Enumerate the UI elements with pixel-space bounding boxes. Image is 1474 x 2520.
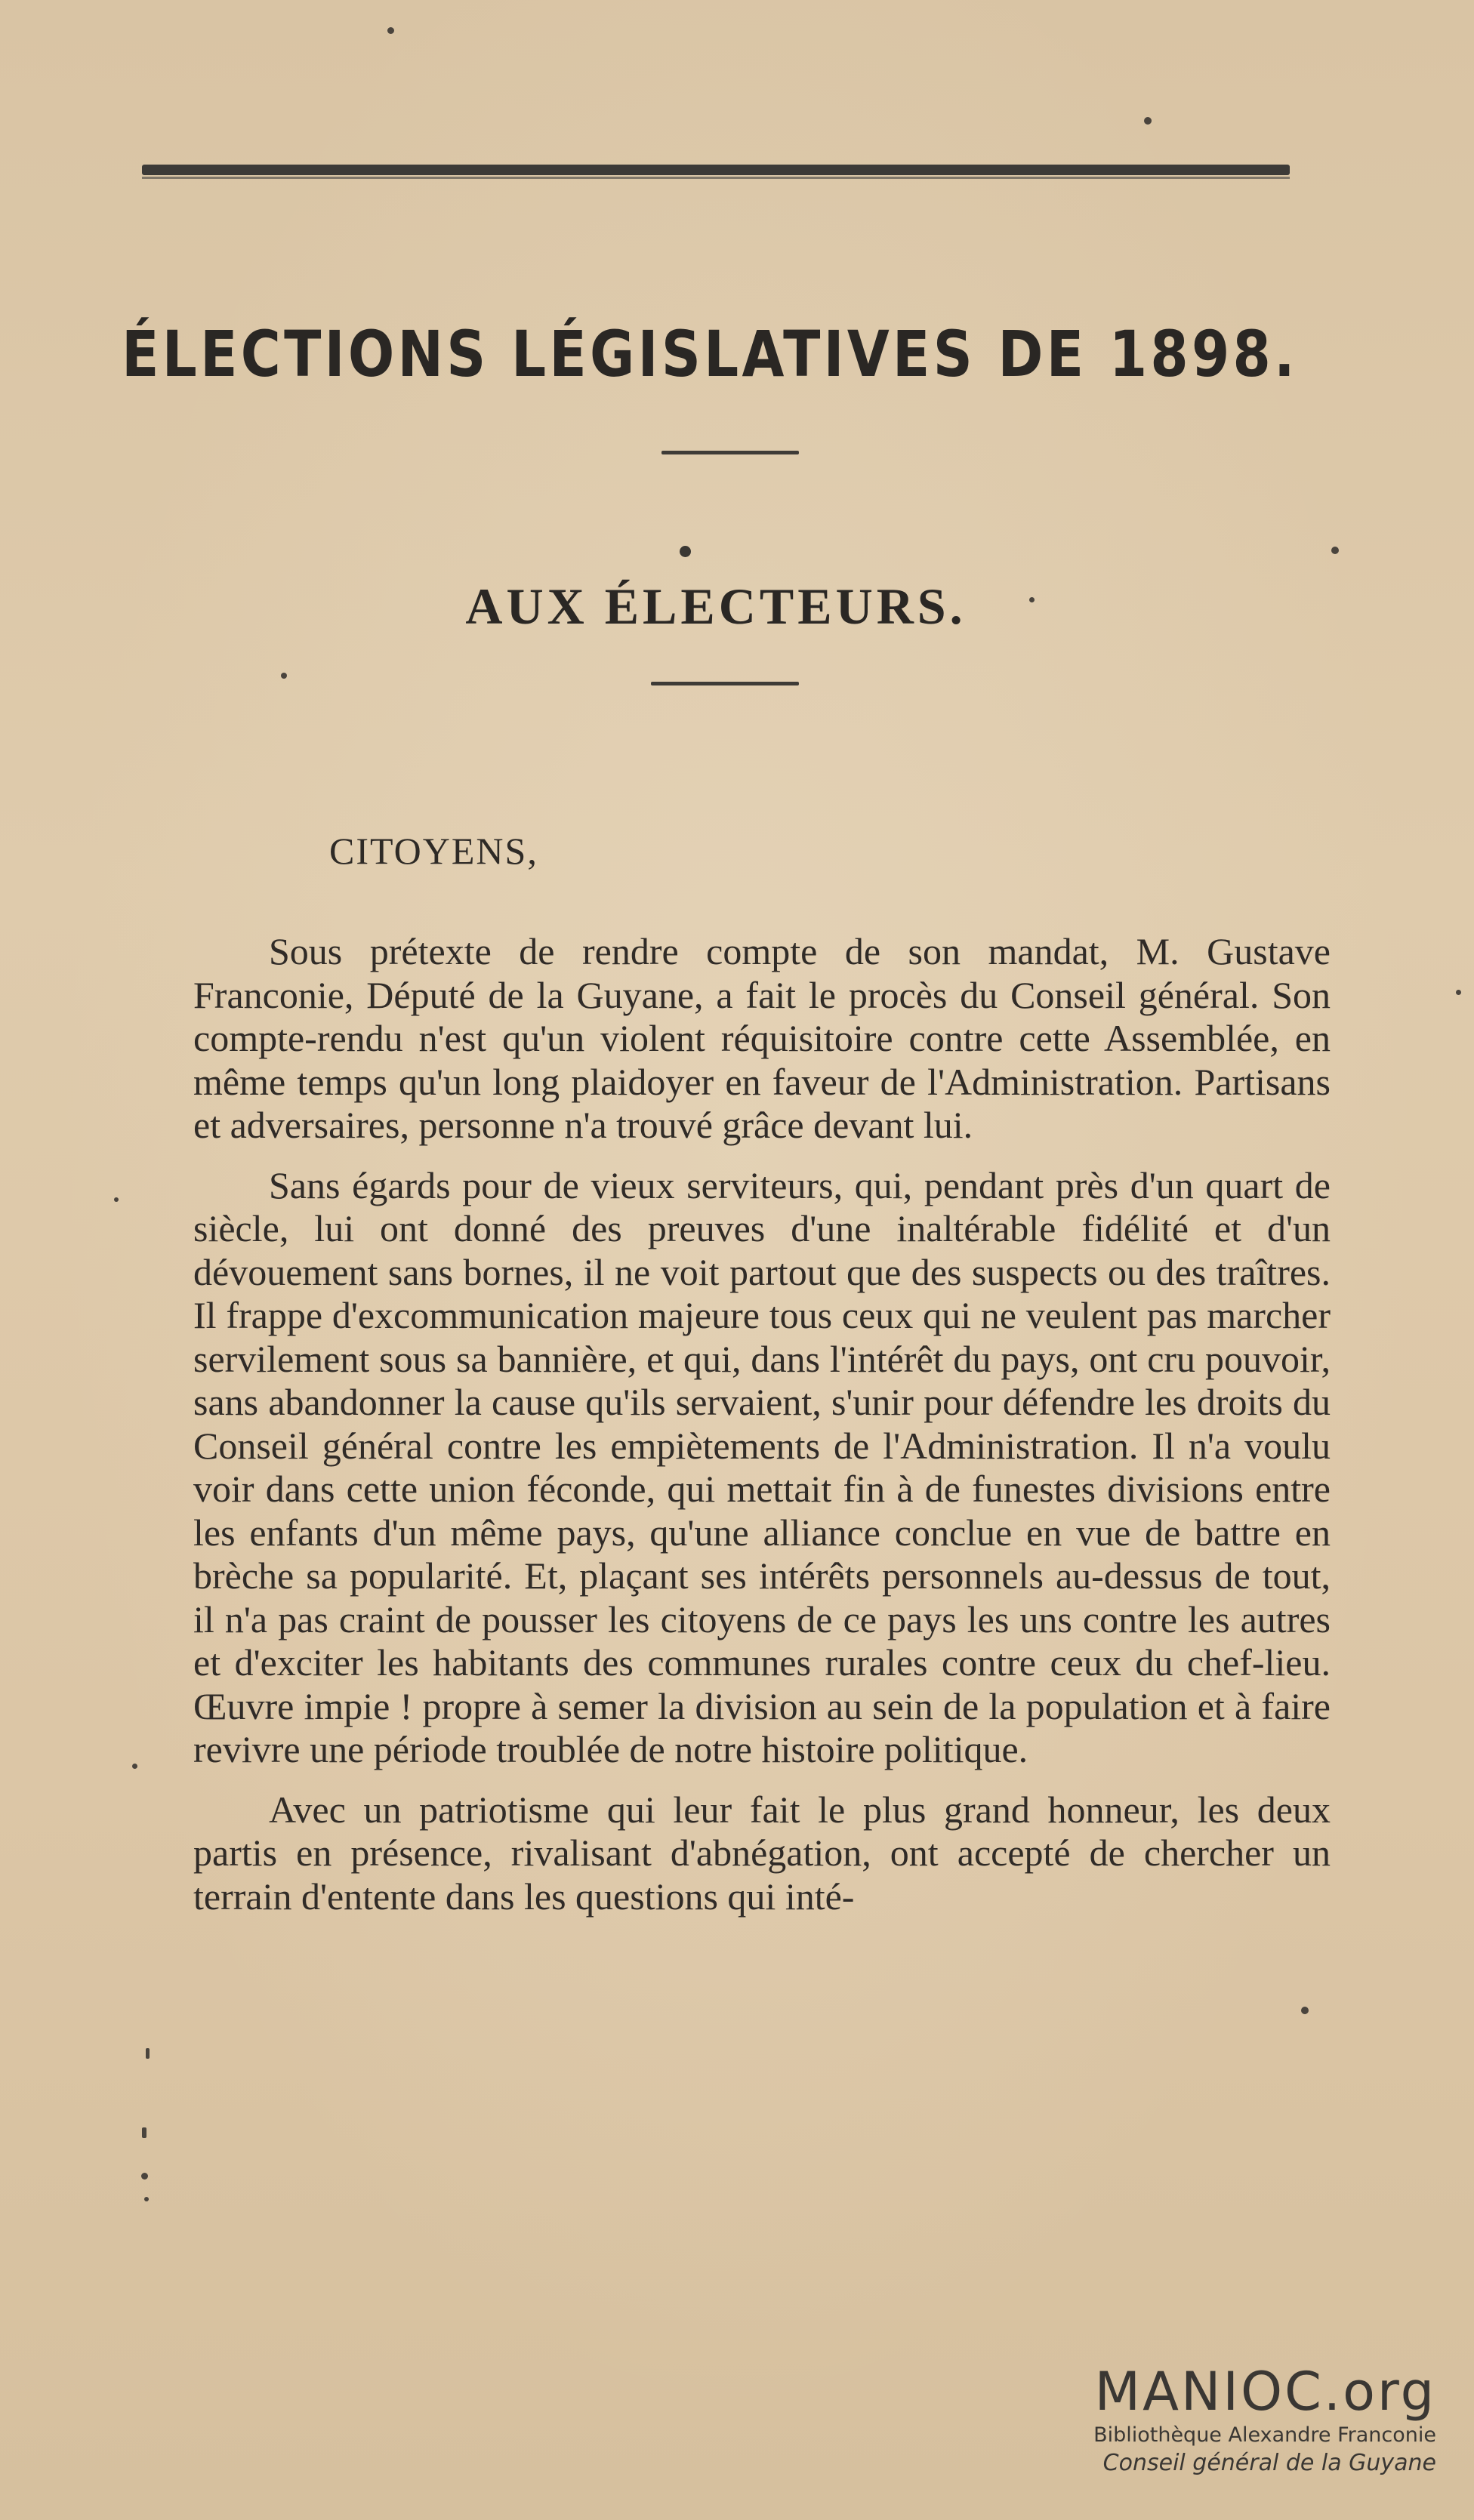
document-title: ÉLECTIONS LÉGISLATIVES DE 1898. [122,317,1298,391]
paper-fleck [144,2197,149,2201]
paper-fleck [387,27,394,34]
manioc-logo: MANIOC.org [1094,2361,1436,2423]
paragraph-3: Avec un patriotisme qui leur fait le plus grand honneur, les deux partis en présence, rivalisant d'abnégation, ont accepté de chercher un terrain d'entente dans les questions qui inté- [193,1788,1331,1918]
title-divider [661,451,799,454]
library-name: Bibliothèque Alexandre Franconie [1093,2423,1436,2447]
document-subtitle: AUX ÉLECTEURS. [465,578,967,635]
paper-fleck [1144,117,1152,125]
paper-fleck [142,2127,146,2138]
paper-fleck [141,2173,148,2180]
top-decorative-rule [142,165,1290,175]
paper-fleck [1456,990,1461,995]
paragraph-2: Sans égards pour de vieux serviteurs, qui, pendant près d'un quart de siècle, lui ont donné des preuves d'une inaltérable fidélité et d'un dévouement sans bornes, il ne voit partout que des suspects ou des traîtres. Il frappe d'excommunication majeure tous ceux qui ne veulent pas marcher servilement sous sa bannière, et qui, dans l'intérêt du pays, ont cru pouvoir, sans abandonner la cause qu'ils servaient, s'unir pour défendre les droits du Conseil général contre les empiètements de l'Administration. Il n'a voulu voir dans cette union féconde, qui mettait fin à de funestes divisions entre les enfants d'un même pays, qu'une alliance conclue en vue de battre en brèche sa popularité. Et, plaçant ses intérêts personnels au-dessus de tout, il n'a pas craint de pousser les citoyens de ce pays les uns contre les autres et d'exciter les habitants des communes rurales contre ceux du chef-lieu. Œuvre impie ! propre à semer la division au sein de la population et à faire revivre une période troublée de notre histoire politique. [193,1163,1331,1770]
paper-fleck [132,1764,137,1769]
paper-fleck [1331,547,1339,554]
paper-fleck [1301,2007,1309,2014]
paragraph-1: Sous prétexte de rendre compte de son mandat, M. Gustave Franconie, Député de la Guyane, a fait le procès du Conseil général. Son compte-rendu n'est qu'un violent réquisitoire contre cette Assemblée, en même temps qu'un long plaidoyer en faveur de l'Administration. Partisans et adversaires, personne n'a trouvé grâce devant lui. [193,930,1331,1146]
ornament-dot [680,546,691,557]
paper-fleck [114,1197,119,1202]
manioc-watermark [1028,2361,1436,2478]
institution-name: Conseil général de la Guyane [1102,2450,1436,2476]
paper-fleck [1029,597,1035,602]
paper-fleck [146,2048,150,2059]
paper-fleck [281,673,287,679]
salutation: CITOYENS, [329,830,538,872]
subtitle-divider [651,682,799,685]
body-text [193,930,1331,1935]
